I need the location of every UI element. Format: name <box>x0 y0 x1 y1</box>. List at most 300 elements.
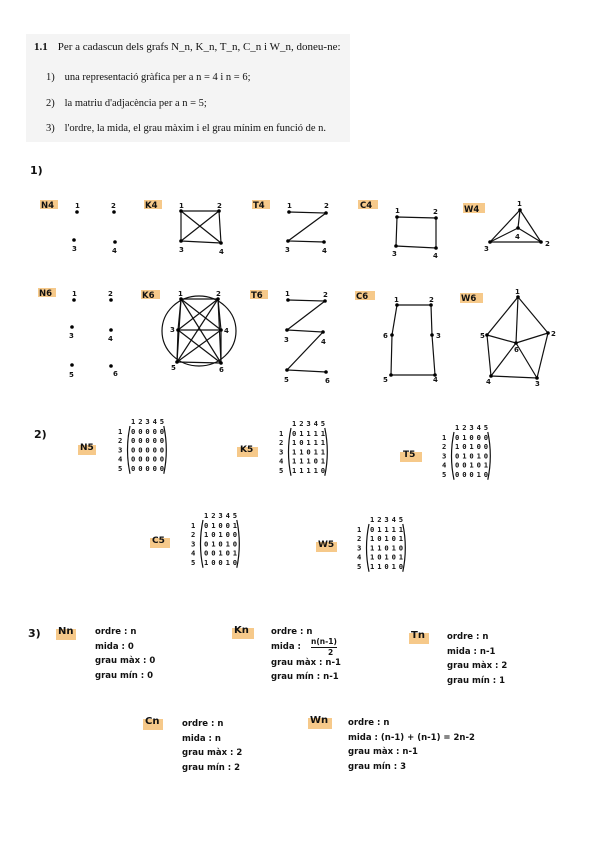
matrix-row-header: 5 <box>442 469 447 479</box>
matrix-cell: 1 <box>204 530 209 540</box>
matrix-cell: 0 <box>455 451 460 461</box>
vertex-label: 6 <box>514 346 519 354</box>
vertex-label: 4 <box>433 376 438 384</box>
matrix-left-bracket <box>367 524 370 572</box>
matrix-cell: 0 <box>218 521 223 530</box>
vertex-label: 3 <box>69 332 74 340</box>
graph-C4-labels <box>360 201 438 260</box>
matrix-cell: 0 <box>370 525 375 534</box>
adjacency-matrices <box>118 417 490 572</box>
prop-mida: mida : n(n-1) 2 <box>271 636 337 657</box>
matrix-cell: 0 <box>211 530 216 540</box>
vertex-label: 2 <box>217 202 222 210</box>
matrix-row-header: 5 <box>118 463 123 473</box>
prop-ordre: ordre : n <box>271 627 313 637</box>
matrix-cell: 0 <box>131 463 136 473</box>
matrix-column-header: 2 <box>462 423 467 432</box>
matrix-cell: 0 <box>138 454 143 464</box>
matrix-row-header: 5 <box>357 561 362 571</box>
matrix-cell: 0 <box>377 534 382 544</box>
matrix-cell: 0 <box>218 557 223 567</box>
matrix-row-header: 5 <box>279 465 284 475</box>
vertex-label: 4 <box>321 338 326 346</box>
prop-grau-min: grau mín : 0 <box>95 670 154 681</box>
prop-ordre: ordre : n <box>447 632 489 642</box>
matrix-cell: 0 <box>145 463 150 473</box>
matrix-cell: 0 <box>469 469 474 479</box>
matrix-cell: 0 <box>218 539 223 549</box>
matrix-column-header: 3 <box>306 419 311 428</box>
vertex-label: 2 <box>108 290 113 298</box>
section-label-1: 1) <box>30 164 43 177</box>
graph-C6 <box>391 305 435 375</box>
matrix-cell: 0 <box>159 445 165 455</box>
matrix-cell: 1 <box>225 539 230 549</box>
matrix-cell: 0 <box>204 548 209 558</box>
graph-W4-labels <box>464 200 550 253</box>
vertex-label: 5 <box>480 332 485 340</box>
vertex-label: 5 <box>69 371 74 379</box>
matrix-cell: 0 <box>462 442 467 452</box>
matrix-row-header: 4 <box>357 552 362 562</box>
vertex-label: 5 <box>383 376 388 384</box>
vertex-label: 3 <box>484 245 489 253</box>
graph-N4 <box>41 201 117 255</box>
matrix-cell: 1 <box>476 469 481 479</box>
matrix-cell: 1 <box>370 552 375 562</box>
matrix-cell: 1 <box>377 525 382 534</box>
matrix-cell: 1 <box>391 561 396 571</box>
problem-item-3: 3) l'ordre, la mida, el grau màxim i el grau mínim en funció de n. <box>46 123 327 134</box>
matrix-cell: 0 <box>299 438 304 448</box>
matrix-cell: 1 <box>211 539 216 549</box>
matrix-cell: 0 <box>391 552 396 562</box>
matrix-W5 <box>357 515 405 572</box>
matrix-cell: 0 <box>138 445 143 455</box>
matrix-cell: 1 <box>483 460 489 470</box>
vertex-label: 3 <box>284 336 289 344</box>
matrix-cell: 1 <box>204 557 209 567</box>
prop-grau-min: grau mín : 1 <box>447 675 506 686</box>
matrix-label-W5: W5 <box>318 540 335 550</box>
matrix-cell: 1 <box>320 438 326 448</box>
matrix-row-header: 2 <box>191 530 196 540</box>
graph-C4 <box>396 217 436 248</box>
vertex-label: 3 <box>170 326 175 334</box>
matrix-column-header: 2 <box>377 515 382 524</box>
properties-Nn <box>95 625 155 683</box>
matrix-cell: 1 <box>320 429 326 438</box>
vertex-label: 1 <box>179 202 184 210</box>
prop-grau-min: grau mín : 2 <box>182 762 241 773</box>
matrix-cell: 0 <box>455 460 460 470</box>
matrix-cell: 0 <box>211 557 216 567</box>
matrix-cell: 1 <box>292 438 297 448</box>
matrix-cell: 0 <box>476 460 481 470</box>
matrix-cell: 1 <box>320 447 326 457</box>
matrix-cell: 0 <box>159 454 165 464</box>
matrix-column-header: 1 <box>204 511 209 520</box>
matrix-column-header: 2 <box>299 419 304 428</box>
vertex-label: 6 <box>113 370 118 378</box>
matrix-column-header: 4 <box>152 417 157 426</box>
matrix-label-K5: K5 <box>240 445 254 455</box>
matrix-cell: 0 <box>152 427 157 436</box>
matrix-row-header: 1 <box>357 525 362 534</box>
matrix-column-header: 2 <box>138 417 143 426</box>
prop-mida: mida : 0 <box>95 641 134 652</box>
matrix-cell: 0 <box>462 460 467 470</box>
prop-grau-max: grau màx : 2 <box>182 748 243 758</box>
matrix-cell: 0 <box>483 451 489 461</box>
matrix-cell: 1 <box>391 543 396 553</box>
matrix-cell: 0 <box>377 552 382 562</box>
matrix-cell: 0 <box>152 436 157 446</box>
matrix-cell: 0 <box>455 433 460 442</box>
matrix-cell: 0 <box>232 530 238 540</box>
matrix-cell: 1 <box>232 521 238 530</box>
matrix-C5 <box>191 511 239 568</box>
vertex-label: 3 <box>436 332 441 340</box>
matrix-row-header: 4 <box>118 454 123 464</box>
matrix-row-header: 4 <box>442 460 447 470</box>
vertex-label: 6 <box>383 332 388 340</box>
vertex-label: 1 <box>287 202 292 210</box>
matrix-cell: 1 <box>306 456 311 466</box>
matrix-column-header: 1 <box>292 419 297 428</box>
prop-ordre: ordre : n <box>95 627 137 637</box>
matrix-row-header: 2 <box>118 436 123 446</box>
matrix-cell: 0 <box>225 530 230 540</box>
graph-label: W6 <box>461 294 477 304</box>
matrix-cell: 1 <box>469 460 474 470</box>
vertex-label: 1 <box>395 207 400 215</box>
properties-Tn <box>447 630 507 688</box>
vertex-label: 4 <box>112 247 117 255</box>
matrix-row-header: 1 <box>118 427 123 436</box>
vertex-label: 5 <box>171 364 176 372</box>
graph-label: N4 <box>41 201 55 211</box>
graph-label: C4 <box>360 201 373 211</box>
matrix-column-header: 5 <box>398 515 404 524</box>
matrix-cell: 1 <box>299 429 304 438</box>
matrix-K5 <box>279 419 327 476</box>
prop-label-Tn: Tn <box>411 630 425 641</box>
matrix-column-header: 4 <box>476 423 481 432</box>
prop-mida: mida : (n-1) + (n-1) = 2n-2 <box>348 732 475 743</box>
matrix-row-header: 5 <box>191 557 196 567</box>
matrix-row-header: 2 <box>357 534 362 544</box>
matrix-cell: 0 <box>469 433 474 442</box>
matrix-row-header: 2 <box>279 438 284 448</box>
vertex-label: 4 <box>224 327 229 335</box>
matrix-cell: 0 <box>131 436 136 446</box>
vertex-label: 2 <box>429 296 434 304</box>
matrix-label-C5: C5 <box>152 536 165 546</box>
vertex-label: 1 <box>285 290 290 298</box>
prop-label-Nn: Nn <box>58 626 74 637</box>
matrix-cell: 0 <box>476 433 481 442</box>
matrix-cell: 0 <box>159 427 165 436</box>
vertex-label: 4 <box>433 252 438 260</box>
graph-T4 <box>288 212 326 242</box>
matrix-cell: 0 <box>462 469 467 479</box>
matrix-cell: 1 <box>320 456 326 466</box>
matrix-column-header: 1 <box>370 515 375 524</box>
graph-W6 <box>487 297 548 378</box>
matrix-cell: 1 <box>384 552 389 562</box>
matrix-cell: 1 <box>370 561 375 571</box>
matrix-cell: 1 <box>462 451 467 461</box>
matrix-cell: 1 <box>370 534 375 544</box>
graph-N6 <box>39 289 118 379</box>
matrix-right-bracket <box>488 432 491 480</box>
matrix-cell: 0 <box>131 427 136 436</box>
matrix-cell: 1 <box>299 465 304 475</box>
matrix-row-header: 1 <box>442 433 447 442</box>
prop-grau-max: grau màx : 2 <box>447 661 508 671</box>
matrix-cell: 0 <box>483 442 489 452</box>
matrix-right-bracket <box>325 428 328 476</box>
matrix-cell: 0 <box>292 429 297 438</box>
prop-grau-min: grau mín : 3 <box>348 761 407 772</box>
graph-label: N6 <box>39 289 53 299</box>
matrix-row-header: 4 <box>279 456 284 466</box>
prop-label-Kn: Kn <box>234 625 249 636</box>
vertex-label: 6 <box>325 377 330 385</box>
matrix-cell: 1 <box>292 465 297 475</box>
vertex-label: 1 <box>515 288 520 296</box>
graph-T6 <box>287 300 326 372</box>
graph-label: K6 <box>142 291 155 301</box>
matrix-cell: 0 <box>159 436 165 446</box>
problem-number: 1.1 <box>34 41 48 53</box>
fraction-numerator: n(n-1) <box>311 636 337 646</box>
fraction-denominator: 2 <box>328 647 334 657</box>
vertex-label: 1 <box>72 290 77 298</box>
matrix-cell: 1 <box>469 442 474 452</box>
matrix-cell: 1 <box>313 429 318 438</box>
vertex-label: 2 <box>545 240 550 248</box>
vertex-label: 2 <box>111 202 116 210</box>
matrix-row-header: 4 <box>191 548 196 558</box>
matrix-cell: 0 <box>204 521 209 530</box>
graph-C6-labels <box>356 292 441 384</box>
vertex-label: 3 <box>285 246 290 254</box>
prop-ordre: ordre : n <box>348 718 390 728</box>
vertex-label: 1 <box>178 290 183 298</box>
problem-item-1: 1) una representació gràfica per a n = 4 i n = 6; <box>46 72 251 83</box>
matrix-cell: 0 <box>483 469 489 479</box>
matrix-column-header: 4 <box>225 511 230 520</box>
properties-Kn <box>271 625 341 685</box>
matrix-cell: 0 <box>225 548 230 558</box>
matrix-cell: 0 <box>152 454 157 464</box>
graph-label: C6 <box>356 292 369 302</box>
vertex-label: 3 <box>392 250 397 258</box>
graph-W6-labels <box>461 288 556 388</box>
matrix-right-bracket <box>403 524 406 572</box>
matrix-cell: 0 <box>131 454 136 464</box>
vertex-label: 1 <box>394 296 399 304</box>
matrix-cell: 0 <box>455 469 460 479</box>
matrix-column-header: 3 <box>384 515 389 524</box>
matrix-cell: 0 <box>159 463 165 473</box>
matrix-column-header: 1 <box>455 423 460 432</box>
matrix-cell: 0 <box>313 456 318 466</box>
matrix-row-header: 3 <box>279 447 284 457</box>
vertex-label: 4 <box>219 248 224 256</box>
matrix-cell: 0 <box>204 539 209 549</box>
matrix-column-header: 5 <box>159 417 165 426</box>
vertex-label: 4 <box>515 233 520 241</box>
matrix-cell: 1 <box>462 433 467 442</box>
matrix-label-T5: T5 <box>403 450 416 460</box>
vertex-label: 1 <box>75 202 80 210</box>
graph-label: K4 <box>145 201 158 211</box>
vertex-label: 3 <box>535 380 540 388</box>
matrix-column-header: 4 <box>391 515 396 524</box>
matrix-cell: 1 <box>306 465 311 475</box>
matrix-column-header: 3 <box>218 511 223 520</box>
matrix-cell: 0 <box>398 561 404 571</box>
matrix-cell: 0 <box>384 561 389 571</box>
prop-ordre: ordre : n <box>182 719 224 729</box>
matrix-cell: 0 <box>469 451 474 461</box>
matrix-cell: 1 <box>299 456 304 466</box>
vertex-label: 5 <box>284 376 289 384</box>
matrix-row-header: 3 <box>118 445 123 455</box>
matrix-right-bracket <box>237 520 240 568</box>
matrix-cell: 0 <box>320 465 326 475</box>
graph-label: T6 <box>251 291 263 301</box>
matrix-cell: 0 <box>476 442 481 452</box>
matrix-cell: 0 <box>131 445 136 455</box>
matrix-left-bracket <box>128 426 131 474</box>
matrix-cell: 0 <box>145 436 150 446</box>
matrix-row-header: 1 <box>279 429 284 438</box>
matrix-cell: 0 <box>391 534 396 544</box>
matrix-cell: 1 <box>292 447 297 457</box>
matrix-cell: 0 <box>384 543 389 553</box>
matrix-cell: 1 <box>225 557 230 567</box>
matrix-right-bracket <box>164 426 167 474</box>
matrix-cell: 0 <box>232 557 238 567</box>
prop-mida: mida : n-1 <box>447 646 496 657</box>
matrix-cell: 1 <box>455 442 460 452</box>
matrix-N5 <box>118 417 166 474</box>
prop-label-Cn: Cn <box>145 716 160 727</box>
matrix-cell: 1 <box>377 561 382 571</box>
prop-mida: mida : n <box>182 733 221 744</box>
matrix-column-header: 3 <box>469 423 474 432</box>
vertex-label: 3 <box>72 245 77 253</box>
matrix-cell: 1 <box>306 438 311 448</box>
prop-grau-min: grau mín : n-1 <box>271 672 339 682</box>
matrix-column-header: 5 <box>483 423 489 432</box>
prop-grau-max: grau màx : 0 <box>95 656 156 666</box>
properties-Cn <box>182 717 242 775</box>
vertex-label: 2 <box>433 208 438 216</box>
matrix-column-header: 5 <box>320 419 326 428</box>
matrix-cell: 1 <box>391 525 396 534</box>
problem-item-2: 2) la matriu d'adjacència per a n = 5; <box>46 98 207 109</box>
matrix-cell: 0 <box>145 454 150 464</box>
vertex-label: 2 <box>551 330 556 338</box>
vertex-label: 6 <box>219 366 224 374</box>
matrix-cell: 1 <box>306 429 311 438</box>
matrix-cell: 0 <box>138 463 143 473</box>
matrix-row-header: 3 <box>357 543 362 553</box>
matrix-column-header: 4 <box>313 419 318 428</box>
problem-text: Per a cadascun dels grafs N_n, K_n, T_n, C_n i W_n, doneu-ne: <box>57 41 341 53</box>
matrix-cell: 0 <box>152 463 157 473</box>
matrix-cell: 1 <box>384 534 389 544</box>
matrix-cell: 0 <box>145 427 150 436</box>
matrix-cell: 0 <box>138 436 143 446</box>
matrix-column-header: 2 <box>211 511 216 520</box>
matrix-cell: 1 <box>211 521 216 530</box>
matrix-cell: 1 <box>398 552 404 562</box>
matrix-T5 <box>442 423 490 480</box>
matrix-cell: 1 <box>398 525 404 534</box>
matrix-cell: 0 <box>232 539 238 549</box>
matrix-cell: 0 <box>398 543 404 553</box>
vertex-label: 2 <box>323 291 328 299</box>
matrix-cell: 0 <box>211 548 216 558</box>
matrix-cell: 1 <box>299 447 304 457</box>
matrix-cell: 1 <box>384 525 389 534</box>
matrix-cell: 0 <box>225 521 230 530</box>
matrix-cell: 0 <box>483 433 489 442</box>
matrix-column-header: 1 <box>131 417 136 426</box>
graph-label: T4 <box>253 201 265 211</box>
matrix-left-bracket <box>289 428 292 476</box>
matrix-row-header: 3 <box>442 451 447 461</box>
matrix-cell: 1 <box>398 534 404 544</box>
matrix-row-header: 2 <box>442 442 447 452</box>
matrix-cell: 0 <box>145 445 150 455</box>
section-label-3: 3) <box>28 627 41 640</box>
vertex-label: 4 <box>486 378 491 386</box>
matrix-label-N5: N5 <box>80 443 94 453</box>
graph-K4-labels <box>145 201 224 256</box>
matrix-left-bracket <box>201 520 204 568</box>
matrix-cell: 1 <box>292 456 297 466</box>
matrix-column-header: 3 <box>145 417 150 426</box>
vertex-label: 1 <box>517 200 522 208</box>
matrix-cell: 1 <box>313 438 318 448</box>
matrix-row-header: 1 <box>191 521 196 530</box>
graph-label: W4 <box>464 205 480 215</box>
section-label-2: 2) <box>34 428 47 441</box>
prop-grau-max: grau màx : n-1 <box>271 657 341 668</box>
matrix-cell: 1 <box>377 543 382 553</box>
matrix-cell: 0 <box>138 427 143 436</box>
matrix-cell: 1 <box>313 465 318 475</box>
vertex-label: 4 <box>108 335 113 343</box>
vertex-label: 4 <box>322 247 327 255</box>
vertex-label: 2 <box>324 202 329 210</box>
matrix-cell: 1 <box>313 447 318 457</box>
prop-label-Wn: Wn <box>310 715 329 726</box>
matrix-left-bracket <box>452 432 455 480</box>
matrix-cell: 1 <box>218 548 223 558</box>
matrix-cell: 1 <box>476 451 481 461</box>
matrix-cell: 0 <box>152 445 157 455</box>
graph-T4-labels <box>253 201 329 255</box>
prop-grau-max: grau màx : n-1 <box>348 747 418 757</box>
